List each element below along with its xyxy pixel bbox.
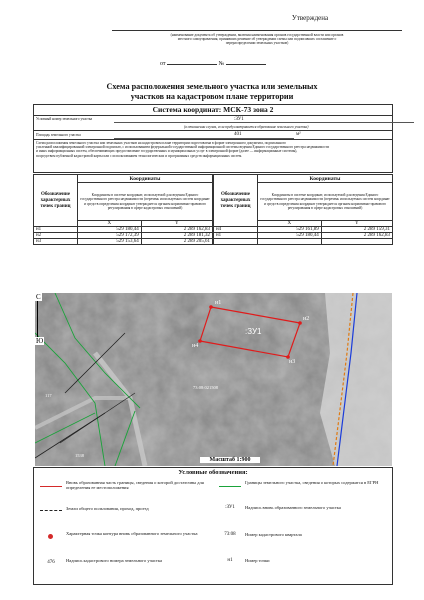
left-coords-header: Координаты (78, 175, 213, 183)
left-method-desc: Координаты в системе координат, используемой для ведения Единого государственного реестра недвижимости (перечень используемых систем координат и средств определения координат утверждается органом нормативно-правового регулирования в сфере кадастровых отношений) (78, 183, 213, 221)
legend-item-egrn-boundary: Границы земельного участка, сведения о которых содержатся в ЕГРН (245, 480, 379, 485)
coord-y: 2 289 181,32 (141, 233, 212, 239)
legend-point-num-symbol: н1 (227, 558, 233, 563)
cond-number-label: Условный номер земельного участка (36, 117, 93, 121)
table-row (214, 239, 393, 245)
coord-x: 529 180,44 (78, 227, 142, 233)
coord-y: 2 289 159,31 (321, 227, 392, 233)
coord-y: 2 289 162,83 (321, 233, 392, 239)
north-label: С (36, 293, 41, 301)
point-id: н3 (34, 239, 78, 245)
point-label-n2: н2 (303, 316, 310, 322)
cond-number-row (34, 116, 392, 131)
legend-point-marker (48, 534, 53, 539)
info-block (33, 104, 393, 173)
approval-line (112, 30, 402, 31)
point-label-n3: н3 (289, 359, 296, 365)
legend (33, 467, 393, 585)
legend-green-line (219, 486, 241, 487)
legend-common-land-line (40, 510, 62, 511)
left-col-x: X (78, 221, 142, 227)
date-line (167, 64, 217, 65)
intro-line-1: Схема расположения земельного участка или земельных участков на кадастровом плане территории подготовлена в форме электронного документа, подписанного (36, 141, 286, 145)
right-col-y: Y (321, 221, 392, 227)
legend-item-parcel-label: Надпись вновь образованного земельного участка (245, 505, 341, 510)
map-svg (35, 293, 392, 466)
approval-title (250, 14, 370, 22)
area-row (34, 131, 392, 140)
north-arrow (37, 301, 38, 337)
main-title (60, 82, 364, 102)
coords-table-left (33, 174, 213, 245)
legend-parcel-symbol: :ЗУ1 (225, 505, 235, 510)
approval-caption (110, 33, 404, 46)
coord-x: 529 153,64 (78, 239, 142, 245)
number-line (226, 64, 266, 65)
area-line (114, 138, 294, 139)
right-method-desc: Координаты в системе координат, используемой для ведения Единого государственного реестра недвижимости (перечень используемых систем координат и средств определения координат утверждается органом нормативно-правового регулирования в сфере кадастровых отношений) (258, 183, 393, 221)
right-designation-header: Обозначение характерных точек границ (214, 175, 258, 227)
right-col-x: X (258, 221, 322, 227)
number-label: № (218, 61, 225, 67)
open-field (320, 293, 392, 466)
cond-number-value: :ЗУ1 (234, 117, 244, 122)
intro-line-4: посредством публичной кадастровой карты или с использованием технологических и программных средств информационных систем. (36, 153, 243, 158)
legend-item-quarter: Номер кадастрового квартала (245, 532, 302, 537)
coord-y: 2 289 205,61 (141, 239, 212, 245)
intro-line-2: усиленной квалифицированной электронной подписью, с использованием федеральной государственной информационной системы ведения Единого государственного реестра недвижимости (36, 145, 330, 150)
point-id: н1 (34, 227, 78, 233)
quarter-label: 73:08:021508 (193, 385, 219, 390)
parcel-label: :ЗУ1 (245, 327, 262, 336)
right-coords-header: Координаты (258, 175, 393, 183)
south-label: Ю (36, 337, 44, 345)
map-scale: Масштаб 1:900 (200, 457, 260, 463)
left-designation-header: Обозначение характерных точек границ (34, 175, 78, 227)
point-label-n1: н1 (215, 300, 222, 306)
area-unit: м² (296, 132, 301, 137)
left-col-y: Y (141, 221, 212, 227)
point-marker-n2 (298, 321, 302, 325)
coord-system: Система координат: МСК-73 зона 2 (34, 105, 392, 116)
cond-number-line (114, 122, 414, 123)
caption-line-1: (наименование документа об утверждении, включая наименования органов государственной власти или органов (170, 33, 344, 37)
legend-cadastral-symbol: 476 (47, 560, 55, 565)
intro-line-3: и иных информационных систем, обеспечивающих предоставление государственных и муниципальных услуг в электронной форме (далее — информационные системы), (36, 149, 298, 154)
legend-quarter-symbol: 73:08 (224, 532, 236, 537)
legend-item-cadastral: Надпись кадастрового номера земельного участка (66, 558, 162, 563)
table-row (34, 239, 213, 245)
legend-item-common-land: Земли общего пользования, проход, проезд (66, 506, 149, 511)
road-label-1538: 1538 (75, 453, 84, 458)
caption-line-3: перераспределении земельных участков) (225, 41, 289, 46)
intro-text (34, 140, 392, 172)
area-value: 401 (234, 132, 242, 137)
aerial-map (35, 293, 392, 466)
main-title-line2: участков на кадастровом плане территории (130, 92, 294, 101)
legend-item-point-number: Номер точки (245, 558, 270, 563)
legend-title: Условные обозначения: (178, 469, 248, 476)
coord-x: 529 180,44 (258, 233, 322, 239)
legend-item-new-boundary: Вновь образованная часть границы, сведения о которой достаточны для определения ее местоположения (66, 480, 204, 491)
approval-title-text: Утверждена (291, 14, 329, 22)
point-id: н1 (214, 233, 258, 239)
approval-date-row (160, 61, 290, 67)
coords-table-right (213, 174, 393, 245)
caption-line-2: местного самоуправления, принявших решение об утверждении схемы или подписавших соглашение о (177, 37, 337, 42)
point-id: н4 (214, 227, 258, 233)
point-marker-n4 (198, 339, 202, 343)
area-label: Площадь земельного участка (36, 133, 81, 137)
point-marker-n1 (209, 305, 213, 309)
from-label: от (160, 61, 166, 67)
coord-y: 2 289 162,83 (141, 227, 212, 233)
legend-red-line (40, 486, 62, 487)
coord-x: 529 161,89 (258, 227, 322, 233)
main-title-line1: Схема расположения земельного участка или земельных (106, 82, 318, 91)
point-label-n4: н4 (192, 343, 199, 349)
road-label-117: 117 (45, 393, 52, 398)
coord-x: 529 172,39 (78, 233, 142, 239)
point-id: н2 (34, 233, 78, 239)
legend-item-point: Характерная точка контура вновь образованного земельного участка (66, 531, 198, 536)
cond-number-caption: (в отношении случая, если предусматривается образование земельного участка) (184, 125, 309, 129)
